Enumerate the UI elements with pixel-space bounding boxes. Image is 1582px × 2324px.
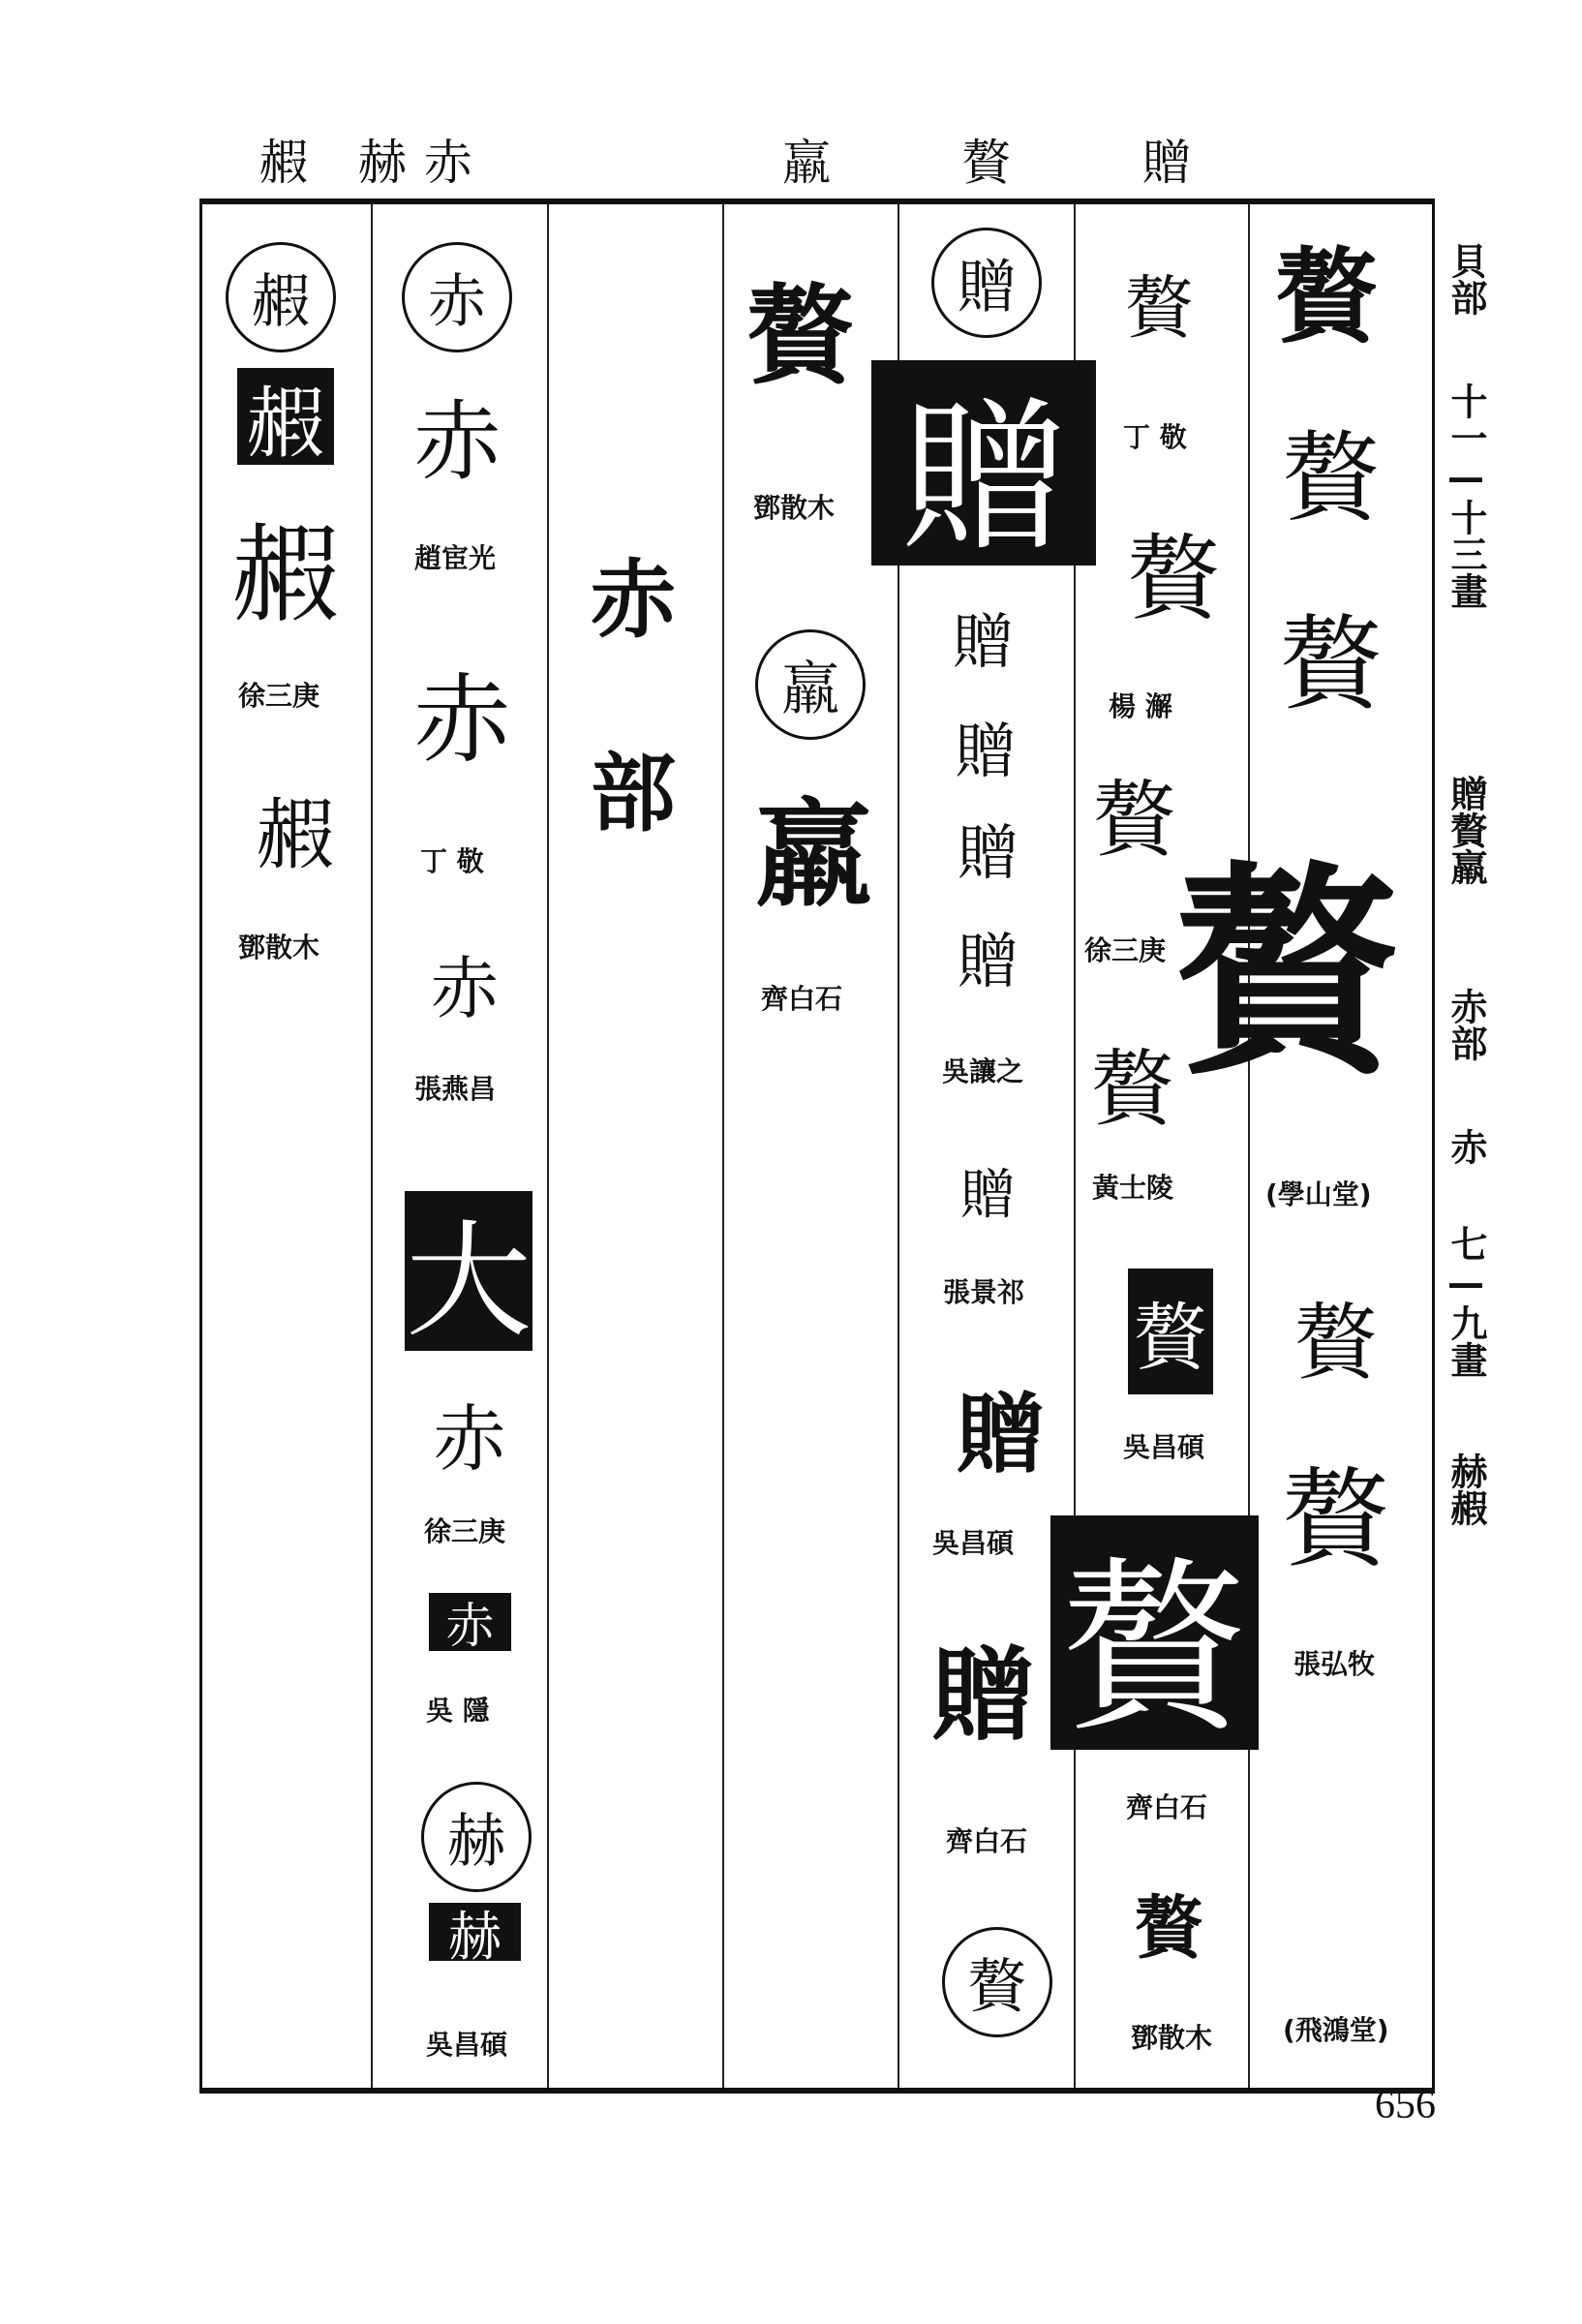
seal-glyph: 赫	[429, 1903, 521, 1961]
headword-ying: 羸	[755, 629, 866, 740]
artist-caption: 齊白石	[761, 983, 843, 1015]
headword-zhui: 贅	[942, 1927, 1052, 2037]
seal-glyph: 贅	[1283, 421, 1380, 535]
headword-he: 赫	[421, 1782, 532, 1892]
side-index-radical: 貝部	[1445, 242, 1487, 316]
seal-glyph: 贅	[1128, 526, 1221, 632]
seal-glyph: 贅	[747, 272, 854, 398]
seal-glyph: 贅	[1276, 235, 1379, 356]
artist-caption: 鄧散木	[1131, 2022, 1213, 2054]
artist-caption: 齊白石	[946, 1825, 1028, 1857]
artist-caption: 吳昌碩	[1123, 1431, 1205, 1463]
artist-caption: 齊白石	[1126, 1791, 1208, 1823]
seal-glyph: 赤	[429, 1593, 511, 1651]
seal-glyph: 赤	[413, 663, 511, 777]
character-table	[199, 199, 1435, 2094]
seal-glyph: 贅	[1125, 268, 1194, 348]
artist-caption: 徐三庚	[424, 1515, 506, 1547]
seal-glyph: 赤	[413, 390, 502, 493]
side-index-strokes: 十一—十三畫	[1445, 382, 1487, 609]
seal-glyph: 赮	[237, 368, 334, 465]
seal-glyph: 贈	[957, 816, 1018, 888]
headword-xia: 赮	[226, 242, 336, 352]
seal-glyph-large: 贅	[1176, 841, 1400, 1104]
seal-glyph: 贈	[960, 1164, 1015, 1227]
seal-glyph: 赤	[431, 948, 499, 1028]
artist-caption: 徐三庚	[1084, 934, 1167, 966]
seal-glyph: 贅	[1135, 1886, 1203, 1968]
side-index-strokes: 七—九畫	[1445, 1225, 1487, 1378]
seal-glyph: 贅	[1294, 1296, 1378, 1391]
headword-zeng: 贈	[931, 228, 1042, 338]
side-index-chars: 赤	[1445, 1128, 1487, 1165]
seal-glyph: 贈	[952, 606, 1013, 677]
column-divider	[371, 204, 373, 2088]
seal-glyph: 贅	[1093, 773, 1176, 869]
section-title-char: 部	[591, 744, 677, 843]
artist-caption: 張景祁	[943, 1276, 1025, 1308]
column-divider	[1248, 204, 1250, 2088]
artist-caption: 趙宦光	[414, 542, 497, 574]
side-index-chars: 赫赮	[1445, 1452, 1487, 1526]
seal-glyph: 羸	[755, 785, 871, 923]
column-divider	[547, 204, 549, 2088]
artist-caption: (學山堂)	[1265, 1178, 1372, 1210]
seal-glyph: 贈	[957, 1382, 1044, 1485]
artist-caption: 張燕昌	[414, 1073, 497, 1105]
artist-caption: 丁 敬	[1123, 421, 1187, 453]
seal-glyph: 贅	[1091, 1041, 1174, 1138]
section-title-char: 赤	[591, 550, 677, 650]
seal-glyph: 贅	[1283, 1457, 1389, 1581]
seal-glyph: 贈	[957, 926, 1018, 996]
artist-caption: 鄧散木	[753, 492, 836, 524]
seal-glyph: 贈	[955, 715, 1016, 786]
header-left: 赮 赫赤	[259, 135, 490, 191]
side-index-radical: 赤部	[1445, 988, 1487, 1061]
seal-glyph: 赤	[433, 1395, 506, 1482]
page-number: 656	[1375, 2083, 1436, 2127]
artist-caption: 徐三庚	[238, 680, 320, 712]
artist-caption: 吳讓之	[942, 1055, 1024, 1087]
header-right: 羸 贅 贈	[782, 135, 1249, 191]
artist-caption: 鄧散木	[238, 932, 320, 963]
artist-caption: 楊 澥	[1109, 690, 1172, 722]
column-divider	[722, 204, 724, 2088]
artist-caption: 張弘牧	[1293, 1648, 1376, 1680]
seal-glyph: 贅	[1128, 1269, 1213, 1394]
side-index-chars: 贈贅羸	[1445, 775, 1487, 885]
artist-caption: 吳昌碩	[932, 1527, 1015, 1559]
seal-glyph-large: 贈	[871, 360, 1096, 566]
seal-glyph: 大	[405, 1191, 532, 1351]
artist-caption: 吳 隱	[426, 1695, 490, 1727]
seal-glyph: 赮	[232, 513, 339, 637]
seal-glyph: 赮	[257, 789, 334, 880]
seal-glyph: 贅	[1280, 605, 1383, 723]
seal-glyph-large: 贅	[1050, 1515, 1259, 1750]
artist-caption: 吳昌碩	[426, 2029, 508, 2061]
artist-caption: 丁 敬	[420, 845, 484, 877]
headword-chi: 赤	[402, 242, 512, 352]
artist-caption: (飛鴻堂)	[1283, 2014, 1389, 2046]
seal-glyph: 贈	[931, 1635, 1034, 1755]
artist-caption: 黃士陵	[1092, 1172, 1174, 1204]
